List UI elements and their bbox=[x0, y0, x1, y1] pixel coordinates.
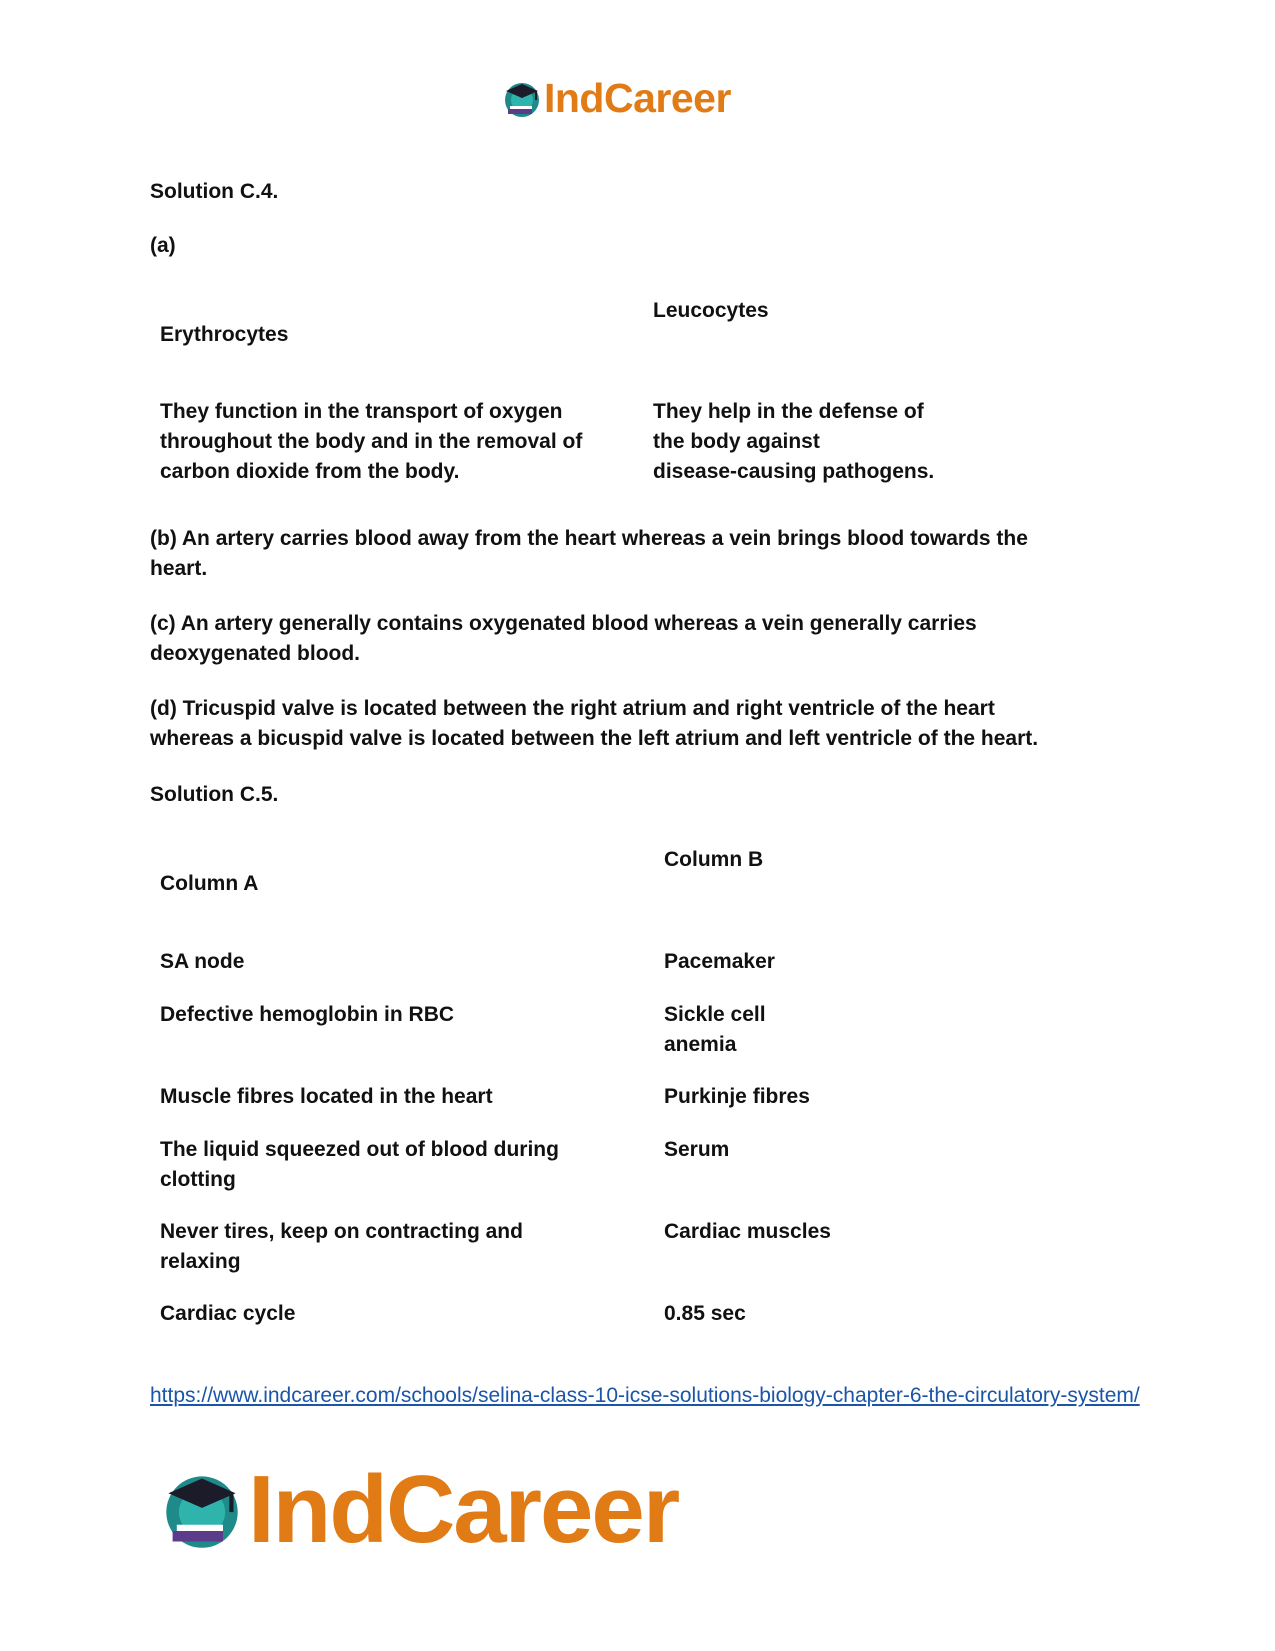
part-d-text bbox=[150, 694, 1038, 754]
text-line: clotting bbox=[160, 1168, 236, 1191]
solution-c4-heading: Solution C.4. bbox=[150, 180, 279, 203]
text-line: Serum bbox=[664, 1138, 730, 1161]
match-row-a bbox=[160, 947, 244, 977]
text-line: whereas a bicuspid valve is located between the left atrium and left ventricle of the heart. bbox=[150, 727, 1039, 750]
text-line: disease-causing pathogens. bbox=[653, 460, 935, 483]
text-line: SA node bbox=[160, 950, 245, 973]
column-a-header: Column A bbox=[160, 872, 259, 895]
erythrocytes-function bbox=[160, 397, 582, 487]
footer-logo bbox=[160, 1456, 679, 1563]
text-line: carbon dioxide from the body. bbox=[160, 460, 460, 483]
text-line: throughout the body and in the removal of bbox=[160, 430, 583, 453]
header-logo bbox=[502, 75, 731, 121]
match-row-a bbox=[160, 1000, 454, 1030]
match-row-b bbox=[664, 1299, 746, 1329]
match-row-a bbox=[160, 1082, 493, 1112]
match-row-b bbox=[664, 947, 775, 977]
text-line: relaxing bbox=[160, 1250, 241, 1273]
match-row-b bbox=[664, 1135, 729, 1165]
text-line: (d) Tricuspid valve is located between the right atrium and right ventricle of the heart bbox=[150, 697, 995, 720]
match-row-a bbox=[160, 1299, 295, 1329]
text-line: Muscle fibres located in the heart bbox=[160, 1085, 493, 1108]
brand-name: IndCareer bbox=[544, 75, 731, 121]
text-line: Sickle cell bbox=[664, 1003, 766, 1026]
match-row-b bbox=[664, 1000, 766, 1060]
source-link[interactable]: https://www.indcareer.com/schools/selina-class-10-icse-solutions-biology-chapter-6-the-circulatory-system/ bbox=[150, 1384, 1140, 1407]
text-line: (b) An artery carries blood away from the heart whereas a vein brings blood towards the bbox=[150, 527, 1028, 550]
solution-c5-heading: Solution C.5. bbox=[150, 783, 279, 806]
text-line: deoxygenated blood. bbox=[150, 642, 361, 665]
text-line: Pacemaker bbox=[664, 950, 775, 973]
leucocytes-header: Leucocytes bbox=[653, 299, 769, 322]
text-line: Cardiac cycle bbox=[160, 1302, 296, 1325]
text-line: They help in the defense of bbox=[653, 400, 924, 423]
graduation-globe-icon bbox=[160, 1468, 244, 1552]
part-b-text bbox=[150, 524, 1028, 584]
column-b-header: Column B bbox=[664, 848, 764, 871]
match-row-a bbox=[160, 1217, 523, 1277]
graduation-globe-icon bbox=[502, 79, 542, 119]
part-a-label: (a) bbox=[150, 234, 176, 257]
text-line: They function in the transport of oxygen bbox=[160, 400, 563, 423]
text-line: anemia bbox=[664, 1033, 737, 1056]
text-line: the body against bbox=[653, 430, 820, 453]
text-line: Never tires, keep on contracting and bbox=[160, 1220, 523, 1243]
text-line: Cardiac muscles bbox=[664, 1220, 831, 1243]
match-row-b bbox=[664, 1217, 831, 1247]
part-c-text bbox=[150, 609, 977, 669]
match-row-a bbox=[160, 1135, 559, 1195]
text-line: 0.85 sec bbox=[664, 1302, 746, 1325]
text-line: Defective hemoglobin in RBC bbox=[160, 1003, 455, 1026]
brand-name: IndCareer bbox=[248, 1456, 679, 1563]
match-row-b bbox=[664, 1082, 810, 1112]
leucocytes-function bbox=[653, 397, 934, 487]
erythrocytes-header: Erythrocytes bbox=[160, 323, 289, 346]
text-line: heart. bbox=[150, 557, 208, 580]
text-line: The liquid squeezed out of blood during bbox=[160, 1138, 559, 1161]
text-line: (c) An artery generally contains oxygenated blood whereas a vein generally carries bbox=[150, 612, 977, 635]
text-line: Purkinje fibres bbox=[664, 1085, 810, 1108]
